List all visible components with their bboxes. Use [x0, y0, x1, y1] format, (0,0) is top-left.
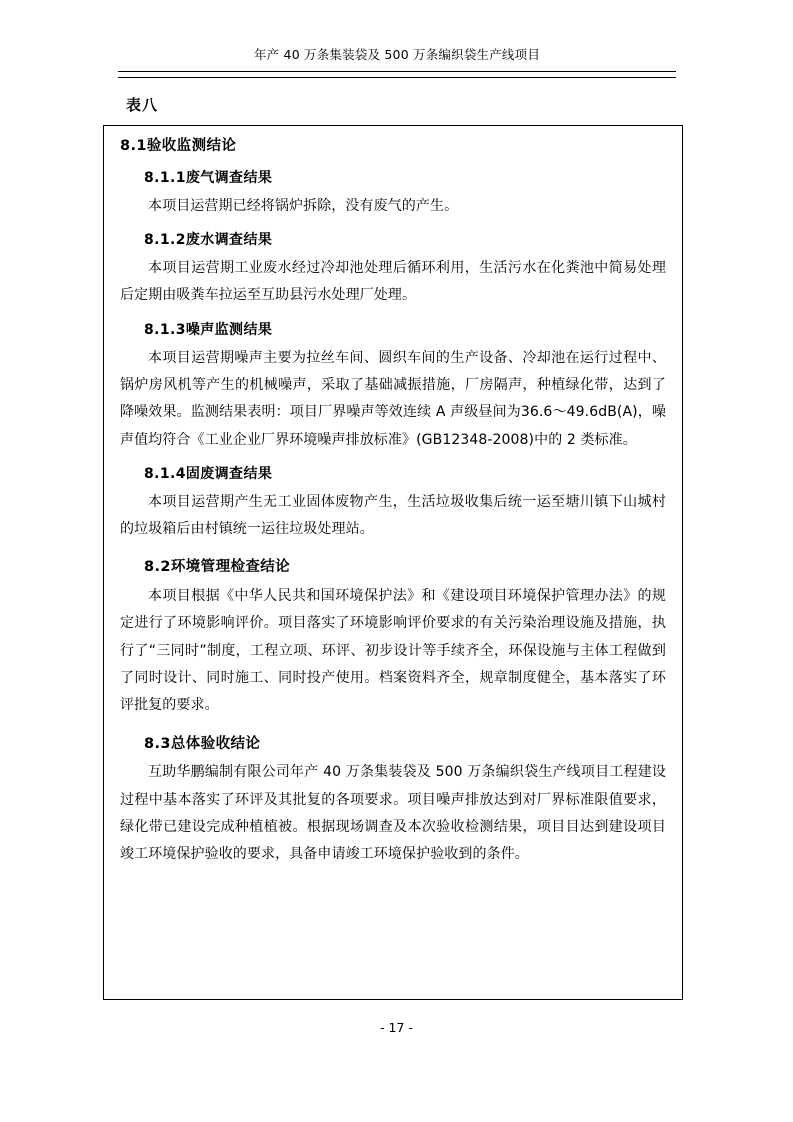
heading-8-1: 8.1验收监测结论 [120, 138, 237, 154]
header-title: 年产 40 万条集装袋及 500 万条编织袋生产线项目 [253, 47, 541, 62]
page-footer [0, 1020, 793, 1035]
paragraph-8-1-4: 本项目运营期产生无工业固体废物产生，生活垃圾收集后统一运至塘川镇下山城村的垃圾箱后由村镇统一运往垃圾处理站。 [120, 493, 666, 538]
paragraph-8-1-3: 本项目运营期噪声主要为拉丝车间、圆织车间的生产设备、冷却池在运行过程中、锅炉房风机等产生的机械噪声，采取了基础减振措施，厂房隔声，种植绿化带，达到了降噪效果。监测结果表明：项目厂界噪声等效连续 A 声级昼间为36.6～49.6dB(A)，噪声值均符合《工业企业厂界环境噪声排放标准》(GB12348-2008)中的 2 类标准。 [120, 349, 666, 448]
header-rule-top [118, 71, 676, 72]
heading-8-1-3: 8.1.3噪声监测结果 [144, 321, 273, 338]
running-header [118, 46, 676, 64]
paragraph-8-2: 本项目根据《中华人民共和国环境保护法》和《建设项目环境保护管理办法》的规定进行了环境影响评价。项目落实了环境影响评价要求的有关污染治理设施及措施，执行了“三同时”制度，工程立项、环评、初步设计等手续齐全，环保设施与主体工程做到了同时设计、同时施工、同时投产使用。档案资料齐全，规章制度健全，基本落实了环评批复的要求。 [120, 588, 666, 714]
paragraph-8-1-2: 本项目运营期工业废水经过冷却池处理后循环利用，生活污水在化粪池中简易处理后定期由吸粪车拉运至互助县污水处理厂处理。 [120, 260, 666, 304]
heading-8-2: 8.2环境管理检查结论 [144, 559, 291, 576]
page-number: - 17 - [380, 1020, 413, 1035]
heading-8-1-1: 8.1.1废气调查结果 [144, 169, 273, 186]
header-rule-bottom [118, 77, 676, 78]
content-box [103, 125, 683, 1000]
table-label: 表八 [126, 96, 159, 114]
heading-8-1-4: 8.1.4固废调查结果 [144, 465, 273, 482]
paragraph-8-1-1: 本项目运营期已经将锅炉拆除，没有废气的产生。 [148, 197, 459, 214]
heading-8-3: 8.3总体验收结论 [144, 735, 261, 752]
heading-8-1-2: 8.1.2废水调查结果 [144, 232, 273, 249]
paragraph-8-3: 互助华鹏编制有限公司年产 40 万条集装袋及 500 万条编织袋生产线项目工程建设过程中基本落实了环评及其批复的各项要求。项目噪声排放达到对厂界标准限值要求，绿化带已建设完成种植植被。根据现场调查及本次验收检测结果，项目目达到建设项目竣工环境保护验收的要求，具备申请竣工环境保护验收到的条件。 [120, 764, 666, 863]
